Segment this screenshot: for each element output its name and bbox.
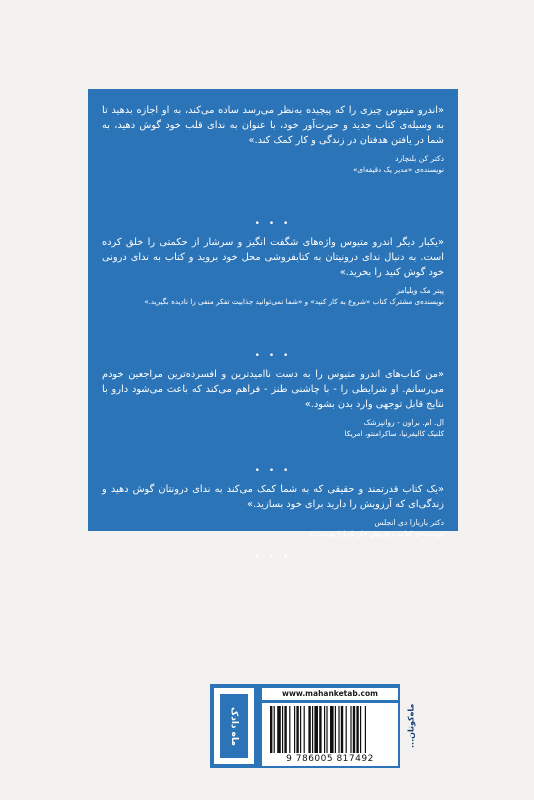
quote-role: نویسنده‌ی مشترک کتاب «شروع به کار کنید» و «شما نمی‌توانید جذابیت تفکر منفی را نادیده بگیرید.» <box>144 297 444 306</box>
barcode-bar <box>277 706 281 753</box>
barcode-bar <box>294 706 295 753</box>
quote-role: نویسنده‌ی کتاب پرفروش «از باربارا بپرسید.» <box>308 529 444 538</box>
barcode-bar <box>353 706 355 753</box>
quotes-panel <box>88 89 458 562</box>
barcode <box>262 703 398 756</box>
barcode-bar <box>314 706 318 753</box>
barcode-bar <box>274 706 275 753</box>
quote-author: دکتر باربارا دی انجلس <box>374 518 444 527</box>
quote-text: «یکبار دیگر اندرو متیوس واژه‌های شگفت انگیز و سرشار از حکمتی را خلق کرده است. به دنبال ندای درونیتان به کتابفروشی محل خود بروید و کتاب به ندای درونی خود گوش کنید را بخرید.» <box>102 237 444 278</box>
separator: • • • <box>254 552 292 562</box>
quote-role: کلنیک کالیفرنیا، ساکرامنتو، امریکا <box>344 429 444 438</box>
barcode-bar <box>330 706 334 753</box>
barcode-bar <box>312 706 313 753</box>
barcode-bar <box>356 706 358 753</box>
side-label: ...ماه‌کوتان <box>406 703 416 749</box>
barcode-bars <box>262 703 398 756</box>
barcode-bar <box>360 706 361 753</box>
quote-text: «یک کتاب قدرتمند و حقیقی که به شما کمک می‌کند به ندای درونتان گوش دهید و زندگی‌ای که آرزویش را دارید برای خود بسازید.» <box>102 484 444 510</box>
barcode-bar <box>346 706 347 753</box>
barcode-bar <box>270 706 272 753</box>
barcode-bar <box>304 706 305 753</box>
separator: • • • <box>254 466 292 476</box>
barcode-bar <box>282 706 283 753</box>
publisher-url: www.mahanketab.com <box>262 688 398 700</box>
quote-block-2 <box>102 235 444 347</box>
barcode-bar <box>289 706 290 753</box>
barcode-bar <box>284 706 286 753</box>
barcode-bar <box>338 706 339 753</box>
quote-text: «من کتاب‌های اندرو متیوس را به دست ناامیدترین و افسرده‌ترین مراجعین خودم می‌رسانم. او شرایطی را - با چاشنی طنز - فراهم می‌کند که باعث می‌شود دارو با نتایج قابل توجهی وارد بدن بشود.» <box>102 369 444 410</box>
barcode-bar <box>300 706 301 753</box>
barcode-bar <box>319 706 321 753</box>
separator: • • • <box>254 219 292 229</box>
quote-block-4 <box>102 482 444 548</box>
barcode-bar <box>326 706 327 753</box>
quote-author: پیتر مک ویلیامز <box>396 286 444 295</box>
barcode-bar <box>350 706 351 753</box>
isbn-number: 9 786005 817492 <box>262 753 398 766</box>
quote-author: ال. ام. براون - روانپزشک <box>363 418 444 427</box>
barcode-bar <box>341 706 343 753</box>
quote-text: «اندرو متیوس چیزی را که پیچیده به‌نظر می‌رسد ساده می‌کند، به او اجازه بدهید تا به وسیله‌ی کتاب جدید و حیرت‌آور خود، با عنوان به ندای قلب خود گوش دهید، به شما در یافتن هدفتان در زندگی و کار کمک کند.» <box>102 105 444 146</box>
barcode-bar <box>296 706 298 753</box>
publisher-logo-text: ماه دادک <box>220 694 248 758</box>
separator: • • • <box>254 351 292 361</box>
quote-role: نویسنده‌ی «مدیر یک دقیقه‌ای» <box>352 165 444 174</box>
quote-block-1 <box>102 103 444 215</box>
publisher-logo <box>214 688 254 764</box>
barcode-bar <box>335 706 336 753</box>
quote-block-3 <box>102 367 444 462</box>
barcode-bar <box>365 706 366 753</box>
barcode-bar <box>324 706 325 753</box>
quote-author: دکتر کن بلنچارد <box>395 154 444 163</box>
barcode-bar <box>308 706 310 753</box>
